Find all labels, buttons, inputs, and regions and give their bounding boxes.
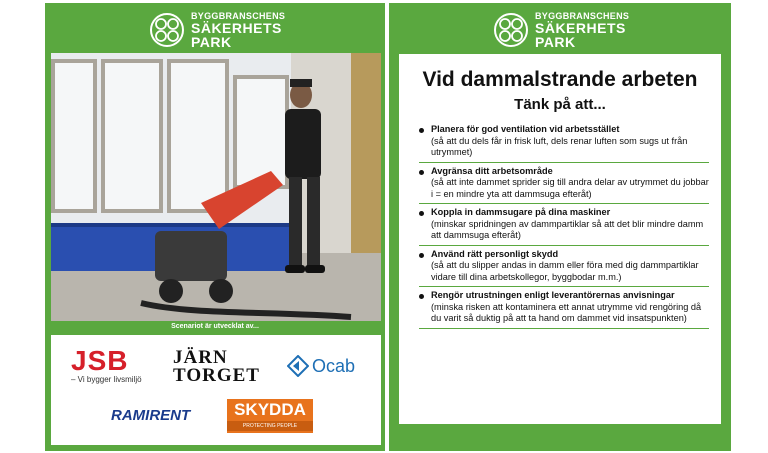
- logo-line1: BYGGBRANSCHENS: [535, 11, 630, 21]
- logo-line3: PARK: [535, 34, 576, 50]
- sponsor-logos: [51, 335, 381, 445]
- item-body: (minskar spridningen av dammpartiklar så att det blir mindre damm att dammsuga efteråt): [431, 218, 704, 240]
- list-item: [419, 290, 709, 329]
- sakerhetspark-logo: [149, 11, 285, 49]
- bullet-icon: [419, 128, 424, 133]
- bullet-icon: [419, 170, 424, 175]
- park-emblem-icon: [493, 12, 529, 48]
- list-item: [419, 207, 709, 246]
- item-body: (minska risken att kontaminera ett annat utrymme vid rengöring då du varit så duktig på att ta hand om dammet vid insatspunkten): [431, 301, 702, 323]
- skydda-logo: SKYDDA PROTECTING PEOPLE: [227, 399, 313, 433]
- item-body: (så att inte dammet sprider sig till andra delar av utrymmet du jobbar i = en mindre yta att dammsuga efteråt): [431, 177, 709, 199]
- sakerhetspark-logo: [493, 11, 629, 49]
- logo-line1: BYGGBRANSCHENS: [191, 11, 286, 21]
- item-body: (så att du slipper andas in damm eller föra med dig dammpartiklar vidare till dina arbetskollegor, byggbodar m.m.): [431, 260, 699, 282]
- logo-line2: SÄKERHETS: [535, 20, 626, 36]
- list-item: [419, 166, 709, 205]
- right-poster: [389, 3, 731, 451]
- ocab-arrow-icon: [287, 355, 309, 377]
- list-item: [419, 249, 709, 288]
- worker-floor-grinder-photo: [51, 53, 381, 321]
- left-poster: [45, 3, 385, 451]
- sheet-subtitle: Tänk på att...: [514, 96, 606, 113]
- park-emblem-icon: [149, 12, 185, 48]
- item-heading: Koppla in dammsugare på dina maskiner: [431, 207, 611, 217]
- bullet-icon: [419, 253, 424, 258]
- item-heading: Avgränsa ditt arbetsområde: [431, 165, 553, 176]
- item-heading: Använd rätt personligt skydd: [431, 248, 559, 259]
- checklist-sheet: [399, 54, 721, 424]
- ocab-logo: Ocab: [287, 355, 355, 377]
- ramirent-logo: RAMIRENT: [111, 407, 191, 424]
- logo-line3: PARK: [191, 34, 232, 50]
- bullet-icon: [419, 294, 424, 299]
- list-item: [419, 124, 709, 163]
- item-body: (så att du dels får in frisk luft, dels renar luften som sugs ut från utrymmet): [431, 135, 688, 157]
- jarntorget-logo: JÄRN TORGET: [173, 347, 260, 386]
- jsb-logo: JSB – Vi bygger livsmiljö: [71, 345, 161, 384]
- bullet-icon: [419, 211, 424, 216]
- item-heading: Rengör utrustningen enligt leverantörernas anvisningar: [431, 290, 675, 300]
- item-heading: Planera för god ventilation vid arbetsstället: [431, 124, 620, 134]
- credit-text: Scenariot är utvecklat av...: [171, 323, 259, 330]
- checklist: [419, 124, 709, 332]
- jsb-tagline: – Vi bygger livsmiljö: [71, 375, 142, 384]
- sheet-title: Vid dammalstrande arbeten: [422, 68, 698, 91]
- logo-line2: SÄKERHETS: [191, 20, 282, 36]
